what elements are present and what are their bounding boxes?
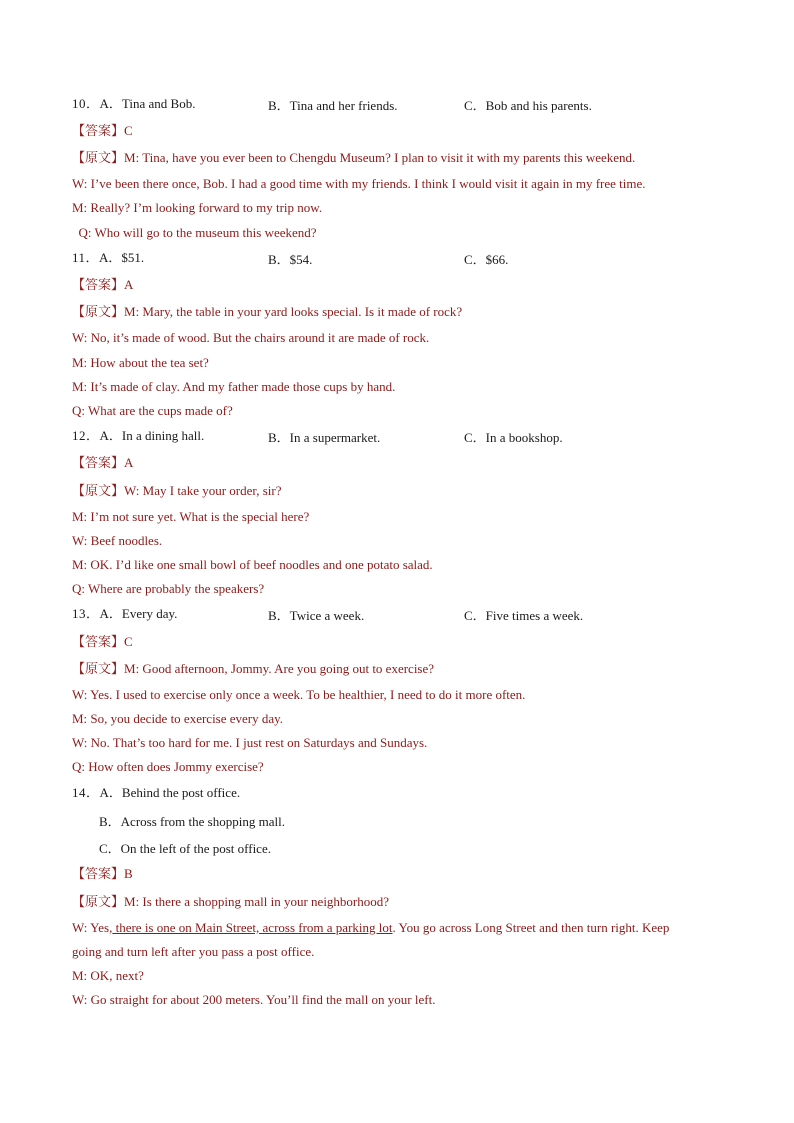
question-11-transcript-line: M: How about the tea set?: [72, 355, 209, 370]
transcript-text: M: Mary, the table in your yard looks special. Is it made of rock?: [124, 304, 463, 319]
question-14-transcript-line: [72, 919, 669, 937]
question-13-option-a: A．Every day.: [99, 606, 178, 621]
question-13-option-b: B．Twice a week.: [268, 608, 365, 623]
answer-value: C: [124, 123, 133, 138]
question-13-transcript-line: W: No. That’s too hard for me. I just rest on Saturdays and Sundays.: [72, 735, 428, 750]
question-14-transcript-line: going and turn left after you pass a post office.: [72, 944, 315, 959]
question-13-transcript-line: [72, 660, 434, 679]
transcript-text: . You go across Long Street and then turn right. Keep: [392, 920, 670, 935]
question-10-transcript-line: [72, 149, 635, 168]
question-13-transcript-line: W: Yes. I used to exercise only once a week. To be healthier, I need to do it more often.: [72, 687, 526, 702]
question-12-option-c: C．In a bookshop.: [464, 430, 563, 445]
question-14-answer: [72, 865, 133, 884]
question-10-answer: [72, 122, 133, 141]
question-14-number: 14．: [72, 785, 100, 800]
question-10-options-row: [72, 95, 195, 113]
question-12-option-b: B．In a supermarket.: [268, 430, 381, 445]
answer-label: 【答案】: [72, 635, 125, 650]
question-11-transcript-line: W: No, it’s made of wood. But the chairs around it are made of rock.: [72, 330, 430, 345]
underlined-key-phrase: there is one on Main Street, across from a parking lot: [112, 920, 393, 935]
question-14-transcript-line: W: Go straight for about 200 meters. You’ll find the mall on your left.: [72, 992, 436, 1007]
answer-value: C: [124, 634, 133, 649]
question-10-option-b: B．Tina and her friends.: [268, 98, 398, 113]
question-10-option-c: C．Bob and his parents.: [464, 98, 592, 113]
question-11-options-row: [72, 249, 144, 267]
question-11-option-b: B．$54.: [268, 252, 313, 267]
question-13-options-row: [72, 605, 177, 623]
answer-value: B: [124, 866, 133, 881]
answer-label: 【答案】: [72, 867, 125, 882]
answer-label: 【答案】: [72, 456, 125, 471]
question-14-option-a: A．Behind the post office.: [99, 785, 241, 800]
question-14-transcript-line: M: OK, next?: [72, 968, 144, 983]
question-12-option-a: A．In a dining hall.: [99, 428, 205, 443]
question-13-option-c: C．Five times a week.: [464, 608, 584, 623]
transcript-label: 【原文】: [72, 151, 125, 166]
answer-label: 【答案】: [72, 124, 125, 139]
question-14-transcript-line: [72, 893, 389, 912]
transcript-text: W: Yes,: [72, 920, 113, 935]
transcript-label: 【原文】: [72, 662, 125, 677]
answer-value: A: [124, 455, 134, 470]
question-12-transcript-question: Q: Where are probably the speakers?: [72, 581, 265, 596]
transcript-label: 【原文】: [72, 895, 125, 910]
question-11-option-c: C．$66.: [464, 252, 509, 267]
transcript-text: M: Is there a shopping mall in your neighborhood?: [124, 894, 390, 909]
question-12-options-row: [72, 427, 204, 445]
transcript-text: W: May I take your order, sir?: [124, 483, 282, 498]
question-14-option-c: C．On the left of the post office.: [99, 841, 271, 856]
question-10-transcript-line: M: Really? I’m looking forward to my trip now.: [72, 200, 323, 215]
question-14-option-a-row: [72, 784, 240, 802]
question-12-transcript-line: [72, 482, 281, 501]
question-11-transcript-line: M: It’s made of clay. And my father made those cups by hand.: [72, 379, 396, 394]
question-11-option-a: A．$51.: [99, 250, 145, 265]
question-11-number: 11．: [72, 250, 100, 265]
question-12-transcript-line: W: Beef noodles.: [72, 533, 163, 548]
question-14-option-b: B．Across from the shopping mall.: [99, 814, 285, 829]
question-11-transcript-line: [72, 303, 462, 322]
question-13-transcript-question: Q: How often does Jommy exercise?: [72, 759, 264, 774]
question-10-number: 10．: [72, 96, 100, 111]
question-11-transcript-question: Q: What are the cups made of?: [72, 403, 233, 418]
transcript-label: 【原文】: [72, 484, 125, 499]
transcript-label: 【原文】: [72, 305, 125, 320]
question-10-transcript-question: Q: Who will go to the museum this weekend?: [72, 225, 317, 240]
question-12-transcript-line: M: I’m not sure yet. What is the special here?: [72, 509, 310, 524]
question-10-transcript-line: W: I’ve been there once, Bob. I had a good time with my friends. I think I would visit it again in my free time.: [72, 176, 646, 191]
question-11-answer: [72, 276, 133, 295]
answer-label: 【答案】: [72, 278, 125, 293]
question-13-number: 13．: [72, 606, 100, 621]
question-10-option-a: A．Tina and Bob.: [99, 96, 196, 111]
transcript-text: M: Tina, have you ever been to Chengdu Museum? I plan to visit it with my parents this weekend.: [124, 150, 636, 165]
question-13-answer: [72, 633, 133, 652]
question-13-transcript-line: M: So, you decide to exercise every day.: [72, 711, 284, 726]
question-12-answer: [72, 454, 133, 473]
question-12-number: 12．: [72, 428, 100, 443]
transcript-text: M: Good afternoon, Jommy. Are you going out to exercise?: [124, 661, 435, 676]
question-12-transcript-line: M: OK. I’d like one small bowl of beef noodles and one potato salad.: [72, 557, 433, 572]
answer-value: A: [124, 277, 134, 292]
